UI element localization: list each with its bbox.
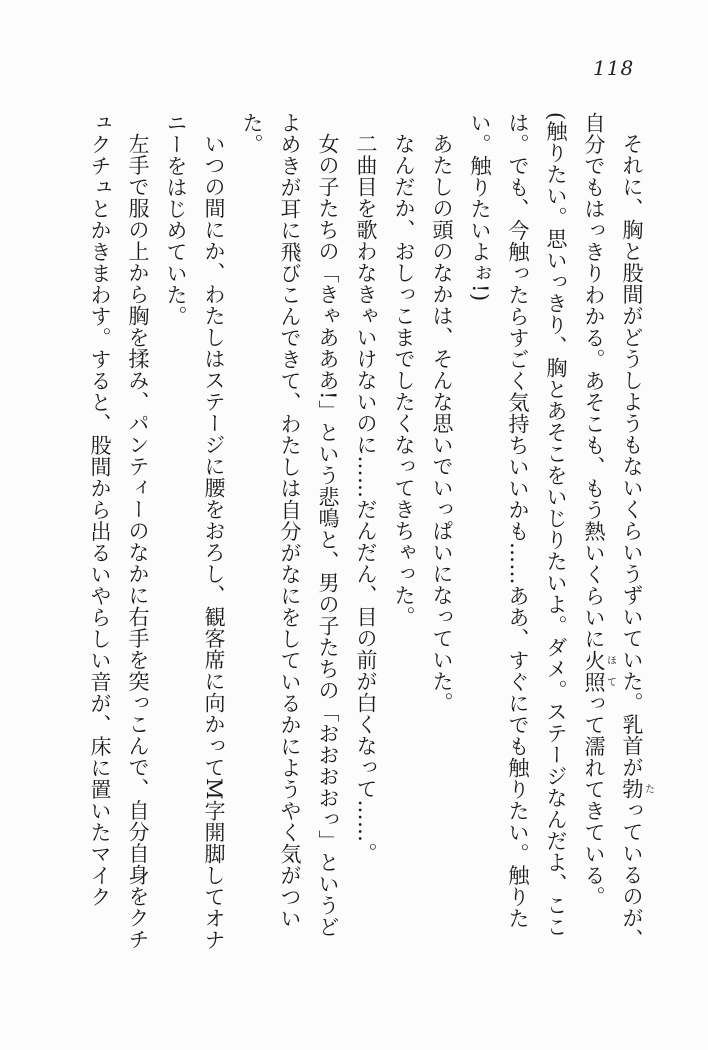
paragraph: (触りたい。思いっきり、胸とあそこをいじりたいよ。ダメ。ステージなんだよ、ここは。でも、今触ったらすごく気持ちいいかも……ああ、すぐにでも触りたい。触りたい。触りたいよぉ!) xyxy=(468,112,568,938)
page-text-block xyxy=(81,112,653,952)
paragraph: それに、胸と股間がどうしようもないくらいうずいていた。乳首が勃たっているのが、自分でもはっきりわかる。あそこも、もう熱いくらいに火照ほてって濡れてきている。 xyxy=(582,112,654,950)
furigana-ruby: 火照ほて xyxy=(582,649,616,693)
paragraph: 左手で服の上から胸を揉み、パンティーのなかに右手を突っこんで、自分自身をクチュクチュとかきまわす。すると、股間から出るいやらしい音が、床に置いたマイク xyxy=(88,112,150,950)
paragraph: いつの間にか、わたしはステージに腰をおろし、観客席に向かってМ字開脚してオナニーをはじめていた。 xyxy=(164,112,226,951)
paragraph: あたしの頭のなかは、そんな思いでいっぱいになっていた。 xyxy=(430,133,454,714)
page-number: 118 xyxy=(593,56,635,80)
paragraph: なんだか、おしっこまでしたくなってきちゃった。 xyxy=(392,133,416,628)
paragraph: 女の子たちの「きゃあああ!」という悲鳴と、男の子たちの「おおおおっ」というどよめきが耳に飛びこんできて、わたしは自分がなにをしているかにようやく気がついた。 xyxy=(240,112,340,938)
paragraph: 二曲目を歌わなきゃいけないのに……だんだん、目の前が白くなって……。 xyxy=(354,133,378,864)
furigana-ruby: 勃た xyxy=(620,778,654,800)
